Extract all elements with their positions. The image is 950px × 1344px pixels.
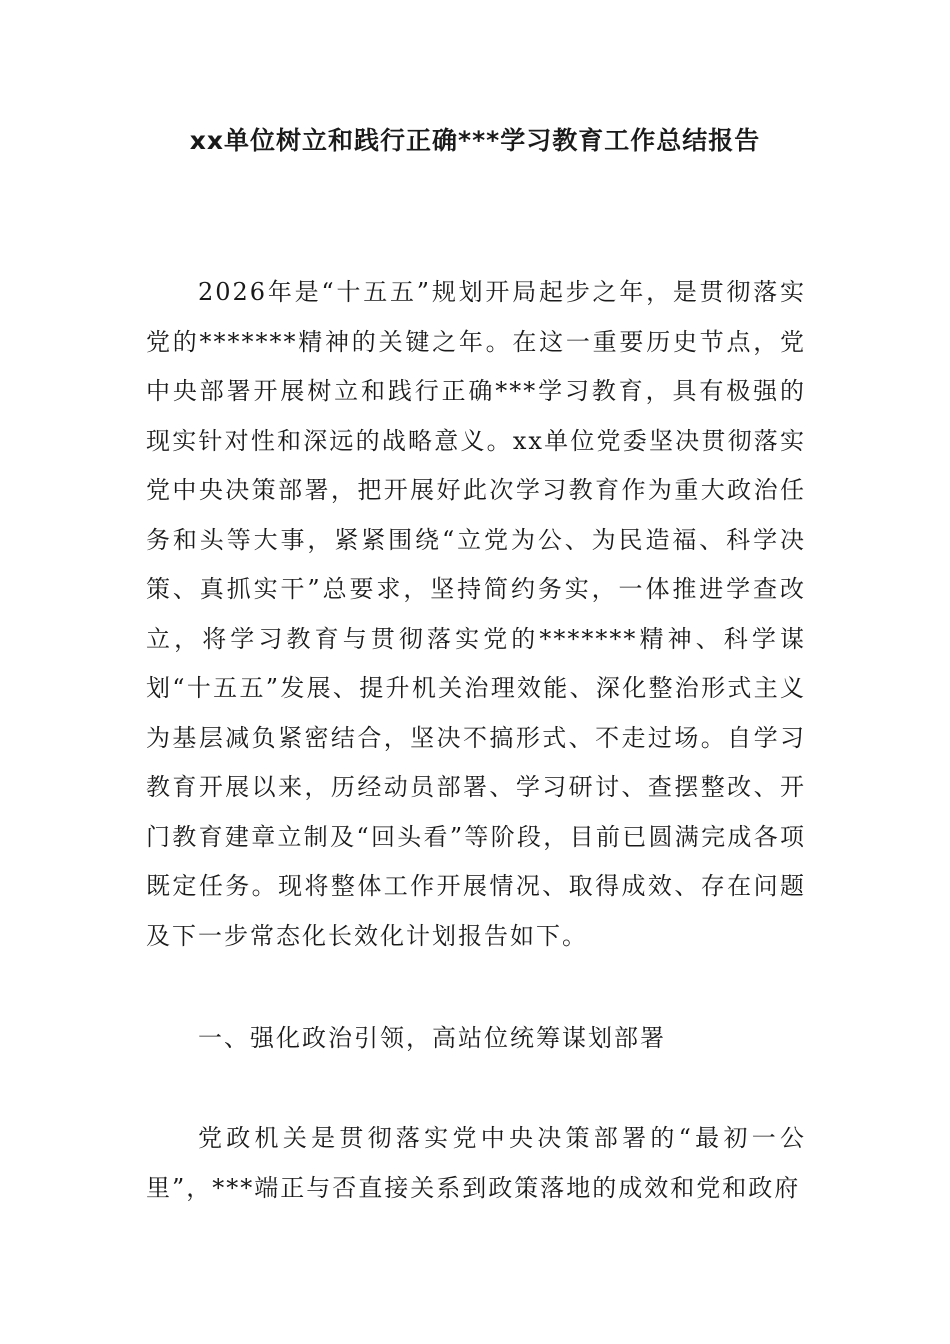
section-heading-1: 一、强化政治引领，高站位统筹谋划部署 <box>198 1024 666 1052</box>
document-title: xx单位树立和践行正确***学习教育工作总结报告 <box>189 126 761 155</box>
section-1-paragraph: 党政机关是贯彻落实党中央决策部署的“最初一公里”，***端正与否直接关系到政策落地的成效和党和政府 <box>146 1124 806 1202</box>
intro-paragraph: 2026年是“十五五”规划开局起步之年，是贯彻落实党的*******精神的关键之年。在这一重要历史节点，党中央部署开展树立和践行正确***学习教育，具有极强的现实针对性和深远的战略意义。xx单位党委坚决贯彻落实党中央决策部署，把开展好此次学习教育作为重大政治任务和头等大事，紧紧围绕“立党为公、为民造福、科学决策、真抓实干”总要求，坚持简约务实，一体推进学查改立，将学习教育与贯彻落实党的*******精神、科学谋划“十五五”发展、提升机关治理效能、深化整治形式主义为基层减负紧密结合，坚决不搞形式、不走过场。自学习教育开展以来，历经动员部署、学习研讨、查摆整改、开门教育建章立制及“回头看”等阶段，目前已圆满完成各项既定任务。现将整体工作开展情况、取得成效、存在问题及下一步常态化长效化计划报告如下。 <box>146 278 806 950</box>
